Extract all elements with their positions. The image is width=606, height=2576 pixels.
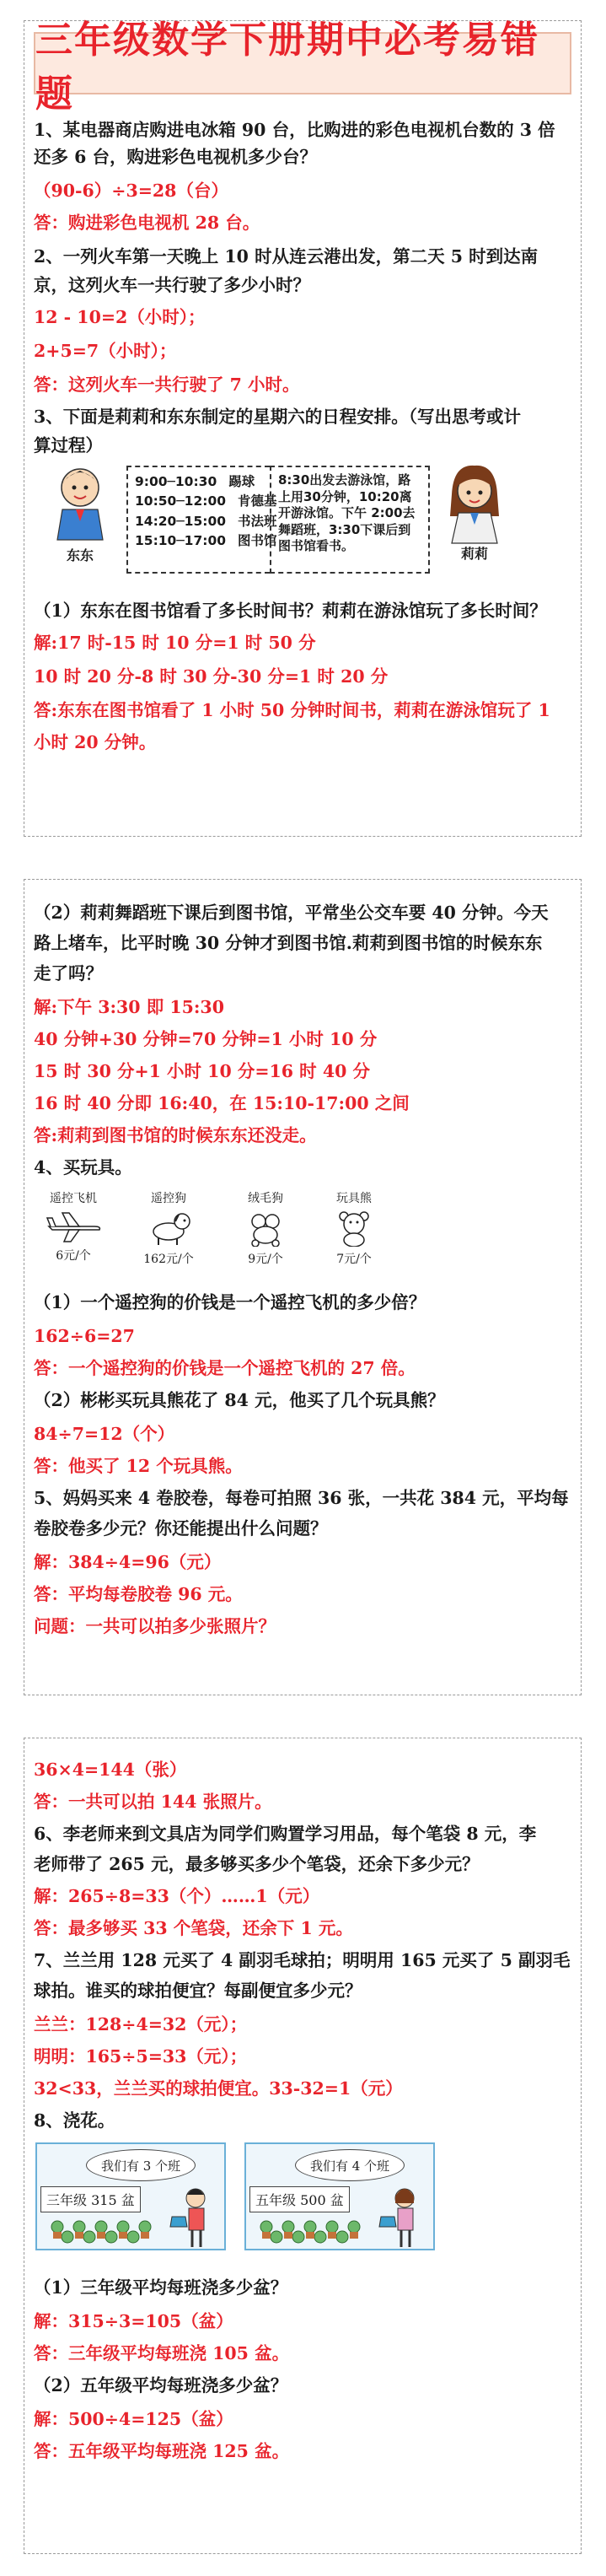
q8-sub2-question: （2）五年级平均每班浇多少盆？ [34,2375,288,2395]
q6-text: 老师带了 265 元，最多够买多少个笔袋，还余下多少元？ [34,1854,480,1874]
dog-icon [143,1210,194,1247]
toy-price: 7元/个 [336,1253,372,1266]
q8-sub2-calc: 解：500÷4=125（盆） [34,2409,233,2429]
q5-answer-2: 答：一共可以拍 144 张照片。 [34,1792,272,1812]
q3-text: 算过程） [34,435,103,455]
q1-calc: （90-6）÷3=28（台） [34,181,228,201]
schedule-line: 8:30出发去游泳馆，路 [278,472,411,488]
q4-sub1-calc: 162÷6=27 [34,1326,135,1346]
q3-sub1-answer: 答:东东在图书馆看了 1 小时 50 分钟时间书，莉莉在游泳馆玩了 1 [34,700,550,720]
lili-name: 莉莉 [460,546,488,562]
toy-item [122,1189,215,1267]
q7-text: 球拍。谁买的球拍便宜？每副便宜多少元？ [34,1981,362,2001]
page-title: 三年级数学下册期中必考易错题 [34,32,571,94]
sign-label: 五年级 500 盆 [249,2186,350,2212]
schedule-activity: 书法班 [238,513,277,529]
airplane-icon [44,1210,103,1243]
dongdong-figure [42,461,118,562]
q3-sub2-solution: 16 时 40 分即 16:40，在 15:10-17:00 之间 [34,1093,410,1113]
schedule-time: 9:00─10:30 [135,474,217,489]
q3-sub2-solution: 40 分钟+30 分钟=70 分钟=1 小时 10 分 [34,1029,378,1049]
q8-sub1-question: （1）三年级平均每班浇多少盆？ [34,2277,288,2298]
toy-name: 遥控飞机 [50,1192,97,1205]
schedule-line: 上用30分钟，10:20离 [278,488,412,504]
dongdong-schedule [126,466,277,574]
lili-schedule [270,466,430,574]
toy-item [219,1189,312,1267]
q3-sub2-question: 路上堵车，比平时晚 30 分钟才到图书馆.莉莉到图书馆的时候东东 [34,933,543,953]
schedule-line: 开游泳馆。下午 2:00去 [278,505,416,520]
schedule-line: 图书馆看书。 [278,538,355,553]
dongdong-name: 东东 [66,547,94,563]
q2-text: 京，这列火车一共行驶了多少小时？ [34,275,310,295]
toy-name: 遥控狗 [151,1192,186,1205]
q6-answer: 答：最多够买 33 个笔袋，还余下 1 元。 [34,1918,353,1938]
q8-sub2-answer: 答：五年级平均每班浇 125 盆。 [34,2441,290,2461]
plush-dog-icon [240,1210,291,1247]
q4-sub2-answer: 答：他买了 12 个玩具熊。 [34,1456,243,1476]
schedule-time: 15:10─17:00 [135,532,227,548]
schedule-time: 10:50─12:00 [135,493,227,509]
q4-sub1-answer: 答：一个遥控狗的价钱是一个遥控飞机的 27 倍。 [34,1358,416,1378]
q8-text: 8、浇花。 [34,2110,115,2131]
lili-figure [437,461,512,570]
schedule-line: 舞蹈班，3:30下课后到 [278,521,411,537]
q3-sub1-answer: 小时 20 分钟。 [34,732,157,752]
schedule-activity: 图书馆 [238,532,277,548]
q8-sub1-answer: 答：三年级平均每班浇 105 盆。 [34,2343,290,2363]
q1-text: 还多 6 台，购进彩色电视机多少台？ [34,147,318,167]
speech-bubble: 我们有 4 个班 [295,2149,405,2181]
q7-answer: 32<33，兰兰买的球拍便宜。33-32=1（元） [34,2078,403,2099]
q4-sub2-calc: 84÷7=12（个） [34,1424,175,1444]
q3-sub1-solution: 10 时 20 分-8 时 30 分-30 分=1 时 20 分 [34,666,389,687]
q2-answer: 答：这列火车一共行驶了 7 小时。 [34,375,300,395]
sign-label: 三年级 315 盆 [40,2186,141,2212]
toy-price: 9元/个 [248,1253,283,1266]
q6-calc: 解：265÷8=33（个）……1（元） [34,1886,320,1906]
q5-calc: 解：384÷4=96（元） [34,1552,222,1572]
q8-sub1-calc: 解：315÷3=105（盆） [34,2311,233,2331]
flower-panel-right [244,2142,435,2250]
q5-question: 问题：一共可以拍多少张照片？ [34,1616,276,1636]
toy-price: 162元/个 [143,1253,194,1266]
toy-name: 绒毛狗 [248,1192,283,1205]
q1-answer: 答：购进彩色电视机 28 台。 [34,213,260,233]
speech-bubble: 我们有 3 个班 [86,2149,196,2181]
schedule-activity: 踢球 [228,474,255,489]
bear-icon [333,1210,375,1247]
schedule-time: 14:20─15:00 [135,513,227,529]
toy-item [27,1189,120,1264]
q5-text: 卷胶卷多少元？你还能提出什么问题？ [34,1518,328,1539]
q2-calc: 2+5=7（小时）； [34,341,177,361]
q3-sub2-solution: 解:下午 3:30 即 15:30 [34,997,224,1017]
q2-calc: 12 - 10=2（小时）； [34,307,206,327]
q5-text: 5、妈妈买来 4 卷胶卷，每卷可拍照 36 张，一共花 384 元，平均每 [34,1488,569,1508]
flower-pots-icon [37,2144,228,2252]
q7-calc: 兰兰：128÷4=32（元）； [34,2014,248,2034]
q5-calc-2: 36×4=144（张） [34,1760,187,1780]
q3-sub1-solution: 解:17 时-15 时 10 分=1 时 50 分 [34,633,316,653]
toy-item [308,1189,400,1267]
q2-text: 2、一列火车第一天晚上 10 时从连云港出发，第二天 5 时到达南 [34,246,539,267]
q7-text: 7、兰兰用 128 元买了 4 副羽毛球拍；明明用 165 元买了 5 副羽毛 [34,1950,571,1970]
q4-sub2-question: （2）彬彬买玩具熊花了 84 元，他买了几个玩具熊？ [34,1390,445,1410]
flower-panel-left [35,2142,226,2250]
q4-sub1-question: （1）一个遥控狗的价钱是一个遥控飞机的多少倍？ [34,1292,426,1312]
q3-sub2-solution: 15 时 30 分+1 小时 10 分=16 时 40 分 [34,1061,370,1081]
q1-text: 1、某电器商店购进电冰箱 90 台，比购进的彩色电视机台数的 3 倍 [34,120,555,140]
q4-text: 4、买玩具。 [34,1157,132,1178]
q6-text: 6、李老师来到文具店为同学们购置学习用品，每个笔袋 8 元，李 [34,1824,537,1844]
boy-icon [42,461,118,542]
girl-icon [437,461,512,545]
q5-answer: 答：平均每卷胶卷 96 元。 [34,1584,243,1604]
q3-sub1-question: （1）东东在图书馆看了多长时间书？莉莉在游泳馆玩了多长时间？ [34,601,547,621]
q3-text: 3、下面是莉莉和东东制定的星期六的日程安排。（写出思考或计 [34,407,522,427]
flower-pots-icon [246,2144,437,2252]
schedule-activity: 肯德基 [238,493,277,509]
toy-price: 6元/个 [56,1249,91,1263]
q3-sub2-question: 走了吗？ [34,963,103,984]
toy-name: 玩具熊 [336,1192,372,1205]
q3-sub2-question: （2）莉莉舞蹈班下课后到图书馆，平常坐公交车要 40 分钟。今天 [34,903,549,923]
q7-calc: 明明：165÷5=33（元）； [34,2046,248,2067]
q3-sub2-answer: 答:莉莉到图书馆的时候东东还没走。 [34,1125,317,1145]
